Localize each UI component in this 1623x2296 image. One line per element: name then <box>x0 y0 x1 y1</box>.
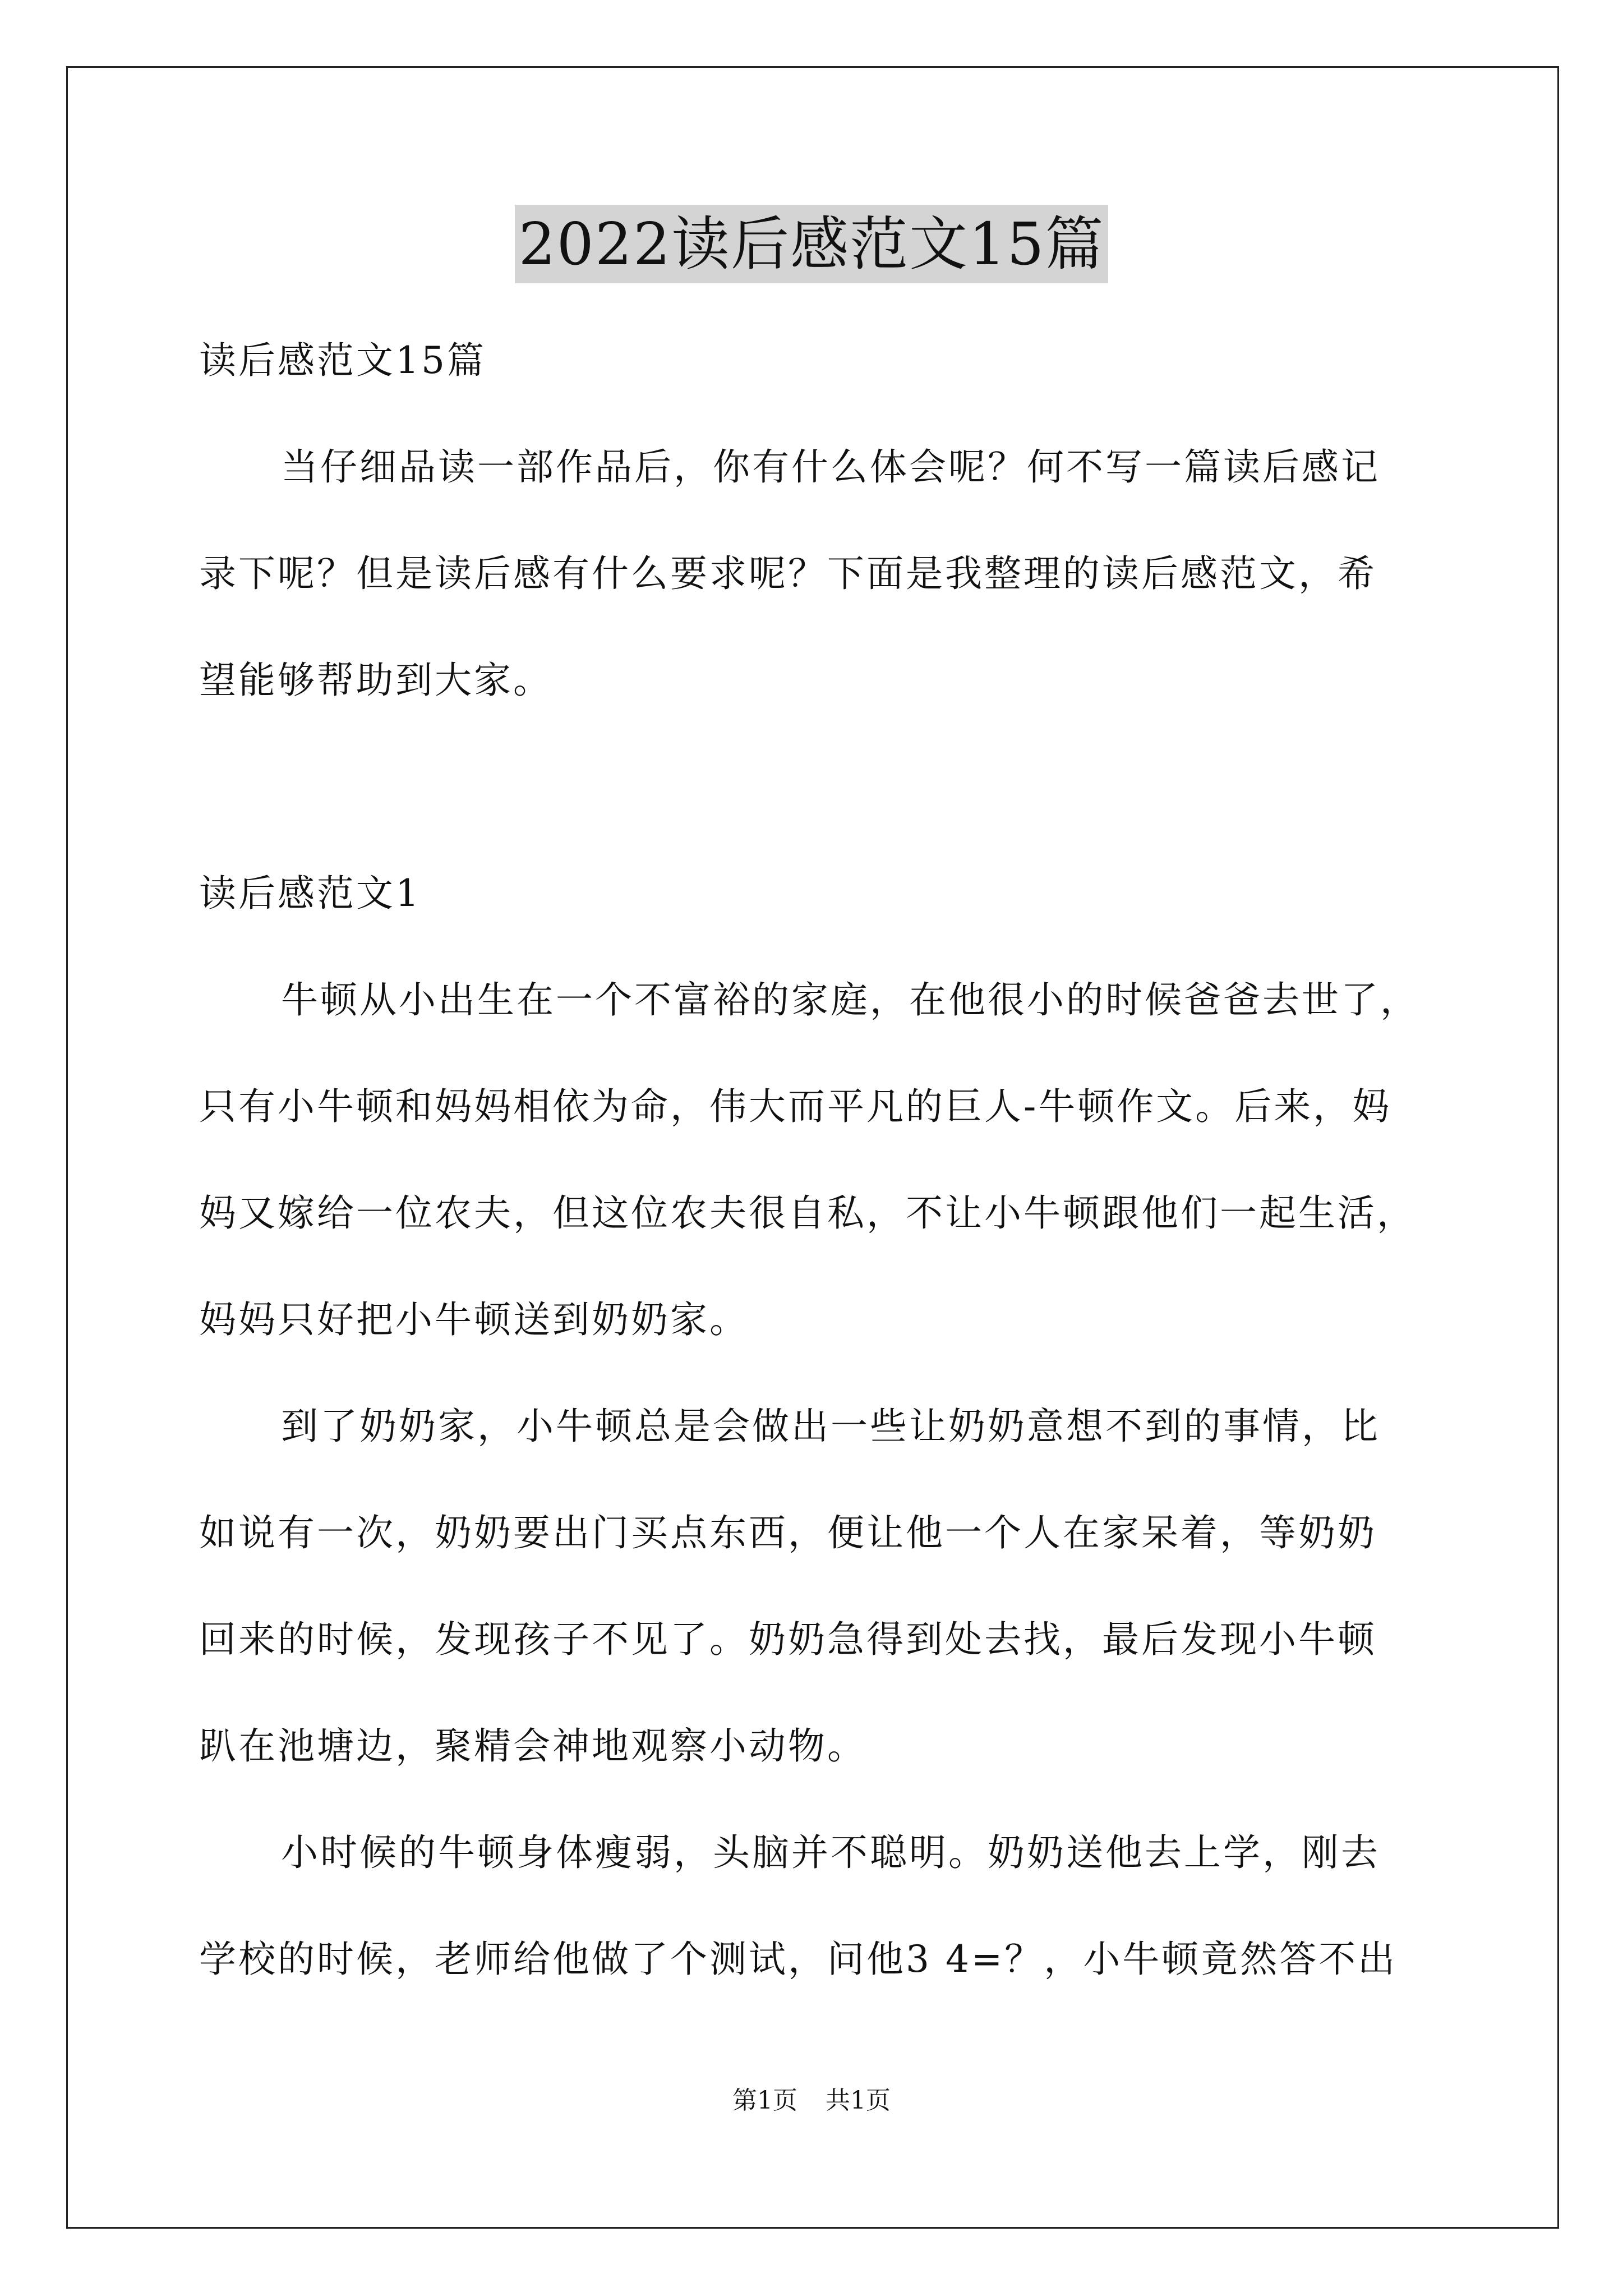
paragraph2-line-4: 趴在池塘边，聚精会神地观察小动物。 <box>199 1724 866 1768</box>
page-total: 共1页 <box>826 2086 891 2115</box>
paragraph3-line-2: 学校的时候，老师给他做了个测试，问他3 4=？，小牛顿竟然答不出 <box>199 1938 1398 1981</box>
spacer <box>199 734 1455 840</box>
intro-line-2: 录下呢？但是读后感有什么要求呢？下面是我整理的读后感范文，希 <box>199 552 1377 595</box>
page-number: 第1页 <box>732 2086 797 2115</box>
paragraph1-line-3: 妈又嫁给一位农夫，但这位农夫很自私，不让小牛顿跟他们一起生活， <box>199 1191 1416 1235</box>
paragraph1-line-1: 牛顿从小出生在一个不富裕的家庭，在他很小的时候爸爸去世了， <box>281 978 1419 1022</box>
paragraph2-line-3: 回来的时候，发现孩子不见了。奶奶急得到处去找，最后发现小牛顿 <box>199 1618 1377 1661</box>
intro-line-1: 当仔细品读一部作品后，你有什么体会呢？何不写一篇读后感记 <box>281 445 1380 489</box>
paragraph1-line-4: 妈妈只好把小牛顿送到奶奶家。 <box>199 1298 749 1341</box>
title-container <box>0 205 1623 283</box>
subtitle: 读后感范文15篇 <box>199 339 486 382</box>
document-body <box>199 307 1455 2013</box>
document-title: 2022读后感范文15篇 <box>515 205 1108 283</box>
page-footer <box>0 2084 1623 2118</box>
paragraph1-line-2: 只有小牛顿和妈妈相依为命，伟大而平凡的巨人-牛顿作文。后来，妈 <box>199 1085 1392 1128</box>
paragraph2-line-2: 如说有一次，奶奶要出门买点东西，便让他一个人在家呆着，等奶奶 <box>199 1511 1377 1554</box>
paragraph3-line-1: 小时候的牛顿身体瘦弱，头脑并不聪明。奶奶送他去上学，刚去 <box>281 1831 1380 1874</box>
section-heading: 读后感范文1 <box>199 872 421 915</box>
paragraph2-line-1: 到了奶奶家，小牛顿总是会做出一些让奶奶意想不到的事情，比 <box>281 1405 1380 1448</box>
intro-line-3: 望能够帮助到大家。 <box>199 659 552 702</box>
